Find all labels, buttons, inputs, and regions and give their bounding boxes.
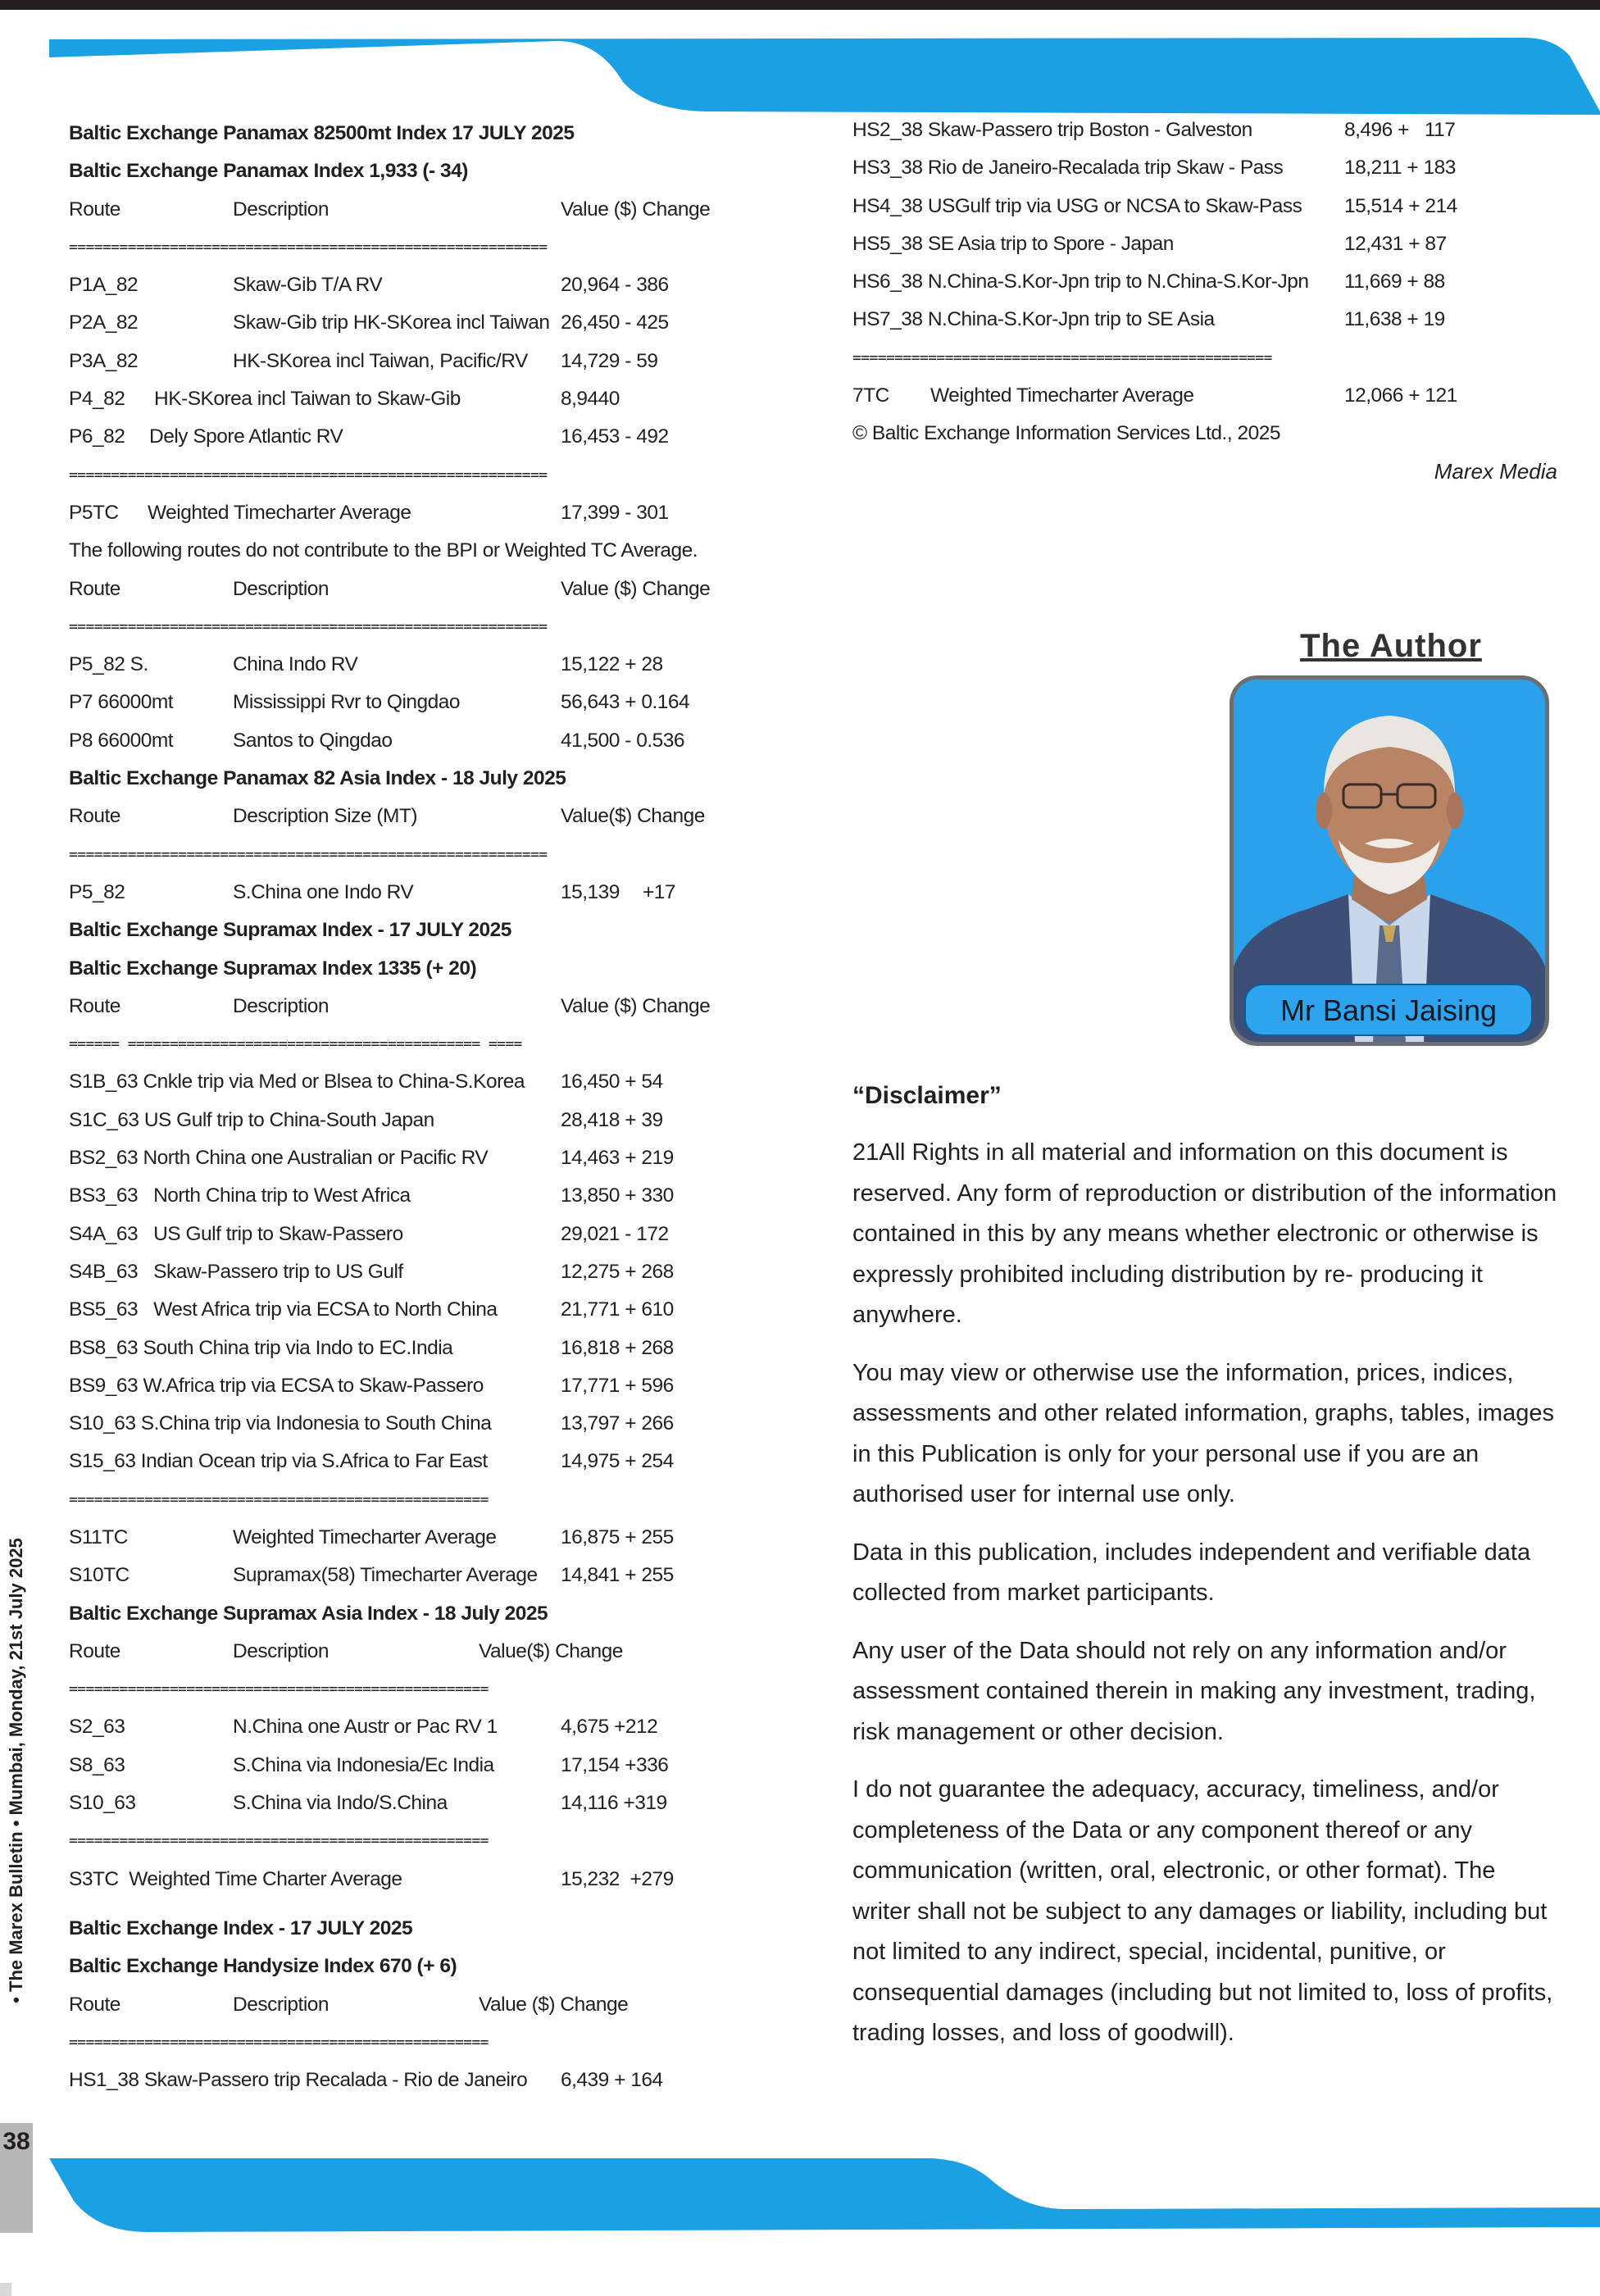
- table-header: Route Description Value ($) Change: [69, 1993, 629, 2016]
- table-row: S1B_63 Cnkle trip via Med or Blsea to China-S.Korea 16,450 + 54: [69, 1071, 663, 1093]
- divider: =========================================================: [69, 845, 548, 863]
- section-index: Baltic Exchange Handysize Index 670 (+ 6): [69, 1955, 457, 1978]
- table-row: P5TC Weighted Timecharter Average 17,399 - 301: [69, 501, 669, 524]
- table-row: S11TC Weighted Timecharter Average 16,875 + 255: [69, 1525, 674, 1548]
- divider: =========================================================: [69, 617, 548, 635]
- section-title: Baltic Exchange Panamax 82500mt Index 17 JULY 2025: [69, 122, 575, 144]
- divider: =========================================================: [69, 238, 548, 256]
- divider: ==================================================: [69, 2033, 489, 2051]
- table-row: BS3_63 North China trip to West Africa 13,850 + 330: [69, 1184, 674, 1207]
- disclaimer-section: [852, 1082, 1557, 2071]
- table-row: P1A_82 Skaw-Gib T/A RV 20,964 - 386: [69, 274, 669, 297]
- col-value: Value ($) Change: [561, 198, 711, 221]
- table-row: P6_82 Dely Spore Atlantic RV 16,453 - 492: [69, 425, 669, 448]
- section-title: Baltic Exchange Index - 17 JULY 2025: [69, 1916, 413, 1939]
- table-row: HS4_38 USGulf trip via USG or NCSA to Skaw-Pass 15,514 + 214: [852, 194, 1457, 217]
- page-number: 38: [2, 2128, 30, 2155]
- table-row: S4A_63 US Gulf trip to Skaw-Passero 29,021 - 172: [69, 1222, 669, 1245]
- section-title: Baltic Exchange Supramax Index - 17 JULY 2025: [69, 919, 511, 942]
- table-row: HS7_38 N.China-S.Kor-Jpn trip to SE Asia 11,638 + 19: [852, 308, 1445, 331]
- divider: ==================================================: [69, 1680, 489, 1698]
- table-row: P8 66000mt Santos to Qingdao 41,500 - 0.536: [69, 729, 685, 752]
- table-row: S3TC Weighted Time Charter Average 15,232 +279: [69, 1867, 674, 1890]
- disclaimer-paragraph: 21All Rights in all material and information on this document is reserved. Any form of reproduction or distribution of the information contained in this by any means whether electronic or otherwise is expressly prohibited including distribution by re- producing it anywhere.: [852, 1139, 1557, 1328]
- note-text: The following routes do not contribute to the BPI or Weighted TC Average.: [69, 539, 698, 562]
- divider: ==================================================: [69, 1490, 489, 1508]
- table-row: HS2_38 Skaw-Passero trip Boston - Galveston 8,496 + 117: [852, 119, 1456, 141]
- divider: =========================================================: [69, 466, 548, 484]
- section-index: Baltic Exchange Supramax Index 1335 (+ 20): [69, 957, 477, 980]
- section-title: Baltic Exchange Panamax 82 Asia Index - 18 July 2025: [69, 767, 566, 790]
- top-bar: [0, 0, 1600, 10]
- table-row: BS8_63 South China trip via Indo to EC.India 16,818 + 268: [69, 1336, 674, 1359]
- table-row: P5_82 S. China Indo RV 15,122 + 28: [69, 653, 663, 676]
- footer-wave: [0, 2152, 1600, 2234]
- marex-media-credit: Marex Media: [1434, 459, 1557, 484]
- section-title: Baltic Exchange Supramax Asia Index - 18 July 2025: [69, 1602, 548, 1625]
- left-column: [69, 115, 790, 2099]
- table-row: P2A_82 Skaw-Gib trip HK-SKorea incl Taiwan 26,450 - 425: [69, 311, 669, 334]
- table-header: Route Description Size (MT) Value($) Change: [69, 805, 705, 828]
- table-row: P5_82 S.China one Indo RV 15,139 +17: [69, 880, 676, 903]
- table-header: Route Description Value($) Change: [69, 1639, 623, 1662]
- table-row: HS1_38 Skaw-Passero trip Recalada - Rio de Janeiro 6,439 + 164: [69, 2069, 663, 2092]
- copyright: © Baltic Exchange Information Services Ltd., 2025: [852, 422, 1280, 445]
- section-index: Baltic Exchange Panamax Index 1,933 (- 34): [69, 160, 468, 183]
- disclaimer-paragraph: You may view or otherwise use the information, prices, indices, assessments and other related information, graphs, tables, images in this Publication is only for your personal use if you are an authorised user for internal use only.: [852, 1359, 1554, 1507]
- spine-text: • The Marex Bulletin • Mumbai, Monday, 21st July 2025: [6, 1538, 26, 2003]
- disclaimer-paragraph: I do not guarantee the adequacy, accuracy, timeliness, and/or completeness of the Data or any component thereof or any communication (written, oral, electronic, or other format). The writer shall not be subject to any damages or liability, including but not limited to any indirect, special, incidental, punitive, or consequential damages (including but not limited to, loss of profits, trading losses, and loss of goodwill).: [852, 1776, 1553, 2046]
- col-description: Description: [233, 198, 330, 221]
- table-row: BS2_63 North China one Australian or Pacific RV 14,463 + 219: [69, 1147, 674, 1170]
- disclaimer-paragraph: Any user of the Data should not rely on any information and/or assessment contained therein in making any investment, trading, risk management or other decision.: [852, 1637, 1536, 1745]
- table-row: S15_63 Indian Ocean trip via S.Africa to Far East 14,975 + 254: [69, 1450, 674, 1473]
- table-header: [69, 191, 790, 229]
- table-row: BS5_63 West Africa trip via ECSA to North China 21,771 + 610: [69, 1298, 674, 1321]
- author-name-badge: Mr Bansi Jaising: [1244, 984, 1533, 1036]
- table-row: BS9_63 W.Africa trip via ECSA to Skaw-Passero 17,771 + 596: [69, 1374, 674, 1397]
- table-row: HS5_38 SE Asia trip to Spore - Japan 12,431 + 87: [852, 232, 1447, 255]
- table-header: Route Description Value ($) Change: [69, 994, 711, 1017]
- table-row: HS3_38 Rio de Janeiro-Recalada trip Skaw - Pass 18,211 + 183: [852, 157, 1456, 180]
- table-row: S10_63 S.China trip via Indonesia to South China 13,797 + 266: [69, 1412, 674, 1435]
- table-header: Route Description Value ($) Change: [69, 577, 711, 600]
- table-row: S2_63 N.China one Austr or Pac RV 1 4,675 +212: [69, 1716, 658, 1739]
- table-row: S8_63 S.China via Indonesia/Ec India 17,154 +336: [69, 1753, 669, 1776]
- table-row: S4B_63 Skaw-Passero trip to US Gulf 12,275 + 268: [69, 1260, 674, 1283]
- disclaimer-title: “Disclaimer”: [852, 1082, 1002, 1109]
- table-row: S10TC Supramax(58) Timecharter Average 14,841 + 255: [69, 1564, 674, 1587]
- header-wave: [0, 33, 1600, 115]
- author-heading: The Author: [1300, 628, 1482, 664]
- table-row: P3A_82 HK-SKorea incl Taiwan, Pacific/RV 14,729 - 59: [69, 349, 658, 372]
- table-row: S1C_63 US Gulf trip to China-South Japan 28,418 + 39: [69, 1108, 663, 1131]
- divider: ==================================================: [69, 1832, 489, 1850]
- disclaimer-paragraph: Data in this publication, includes independent and verifiable data collected from market participants.: [852, 1539, 1531, 1606]
- table-row: P4_82 HK-SKorea incl Taiwan to Skaw-Gib 8,9440: [69, 388, 620, 411]
- divider: ====== ========================================== ====: [69, 1035, 522, 1053]
- table-row: S10_63 S.China via Indo/S.China 14,116 +319: [69, 1792, 667, 1815]
- right-column: [852, 111, 1557, 453]
- table-row: P7 66000mt Mississippi Rvr to Qingdao 56,643 + 0.164: [69, 691, 690, 714]
- table-row: HS6_38 N.China-S.Kor-Jpn trip to N.China-S.Kor-Jpn 11,669 + 88: [852, 271, 1445, 293]
- table-row: 7TC Weighted Timecharter Average 12,066 + 121: [852, 384, 1457, 407]
- divider: ==================================================: [852, 348, 1272, 366]
- corner-mark: [0, 2283, 11, 2296]
- col-route: Route: [69, 198, 120, 221]
